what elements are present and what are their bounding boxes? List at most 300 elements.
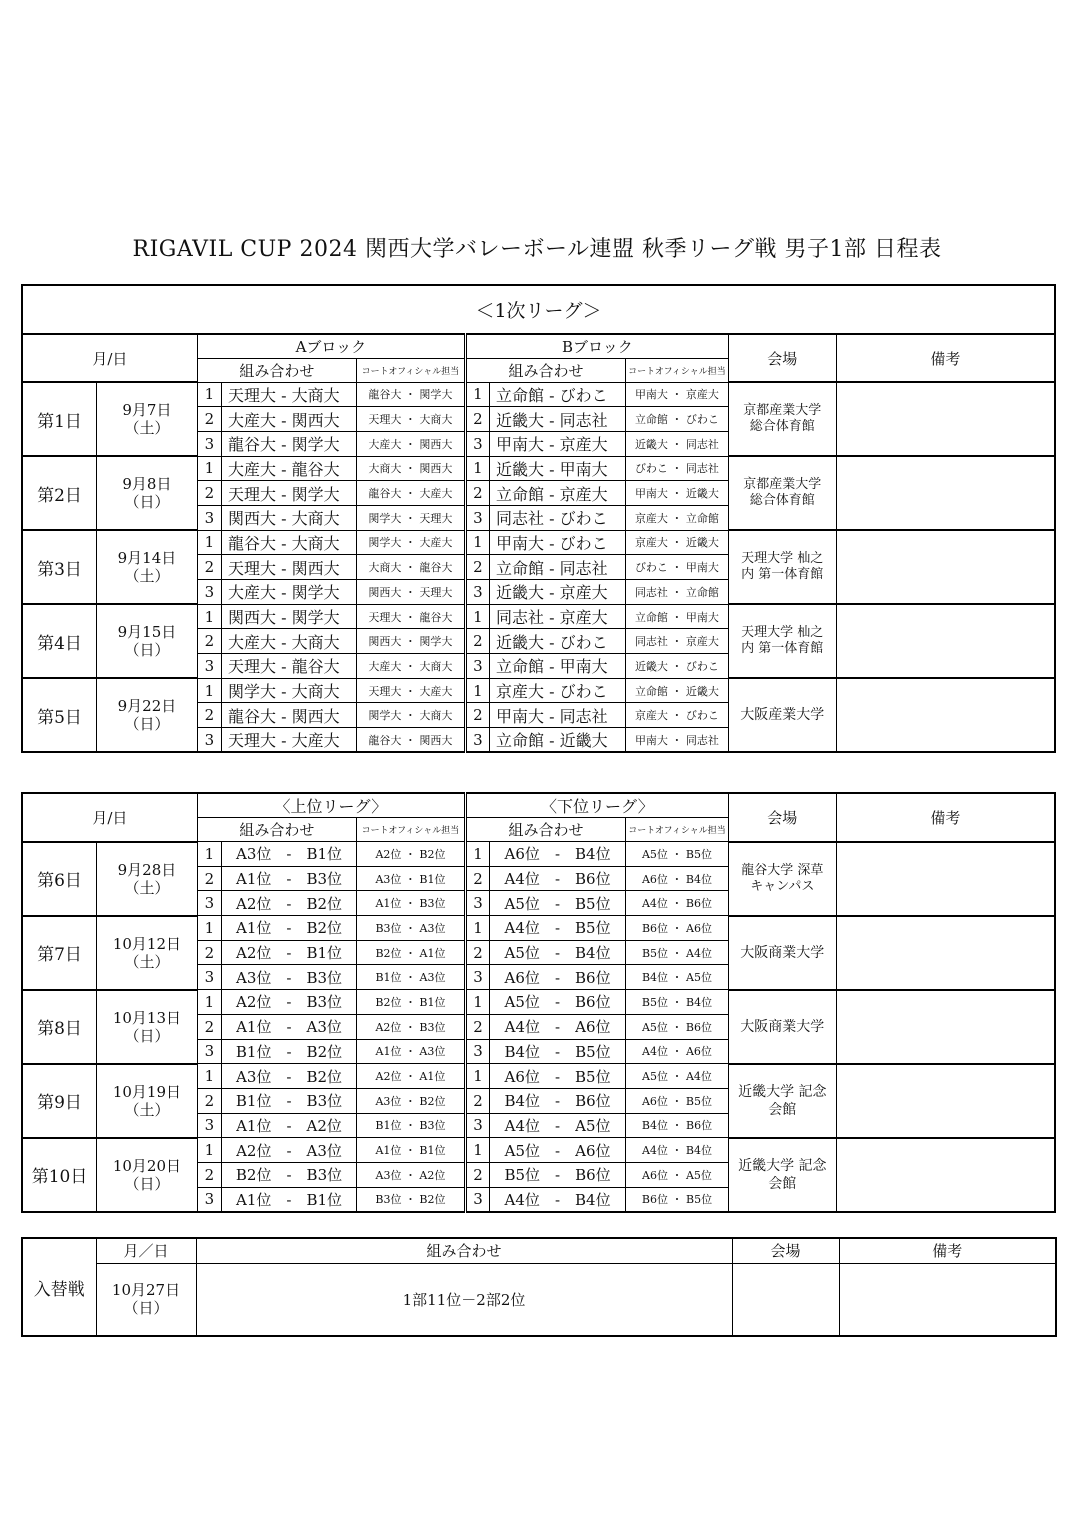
match-pairing bbox=[490, 940, 626, 965]
match-number: 1 bbox=[197, 1064, 221, 1089]
team-one: A5位 bbox=[504, 993, 540, 1012]
team-two: B6位 bbox=[575, 1092, 611, 1111]
court-official: 大商大 ・ 関西大 bbox=[357, 456, 466, 481]
court-official: B4位 ・ A5位 bbox=[626, 965, 729, 990]
match-pairing bbox=[222, 1113, 357, 1138]
team-two: B2位 bbox=[306, 894, 343, 913]
team-two: B3位 bbox=[306, 993, 343, 1012]
match-number: 2 bbox=[197, 703, 221, 728]
match-number: 3 bbox=[197, 580, 221, 605]
match-weekday: （土） bbox=[124, 567, 170, 586]
court-official: B1位 ・ A3位 bbox=[357, 965, 466, 990]
team-two: A3位 bbox=[306, 1141, 342, 1160]
team-two: B2位 bbox=[306, 1042, 343, 1061]
court-official: A3位 ・ B1位 bbox=[357, 866, 466, 891]
match-pairing: 京産大 - びわこ bbox=[490, 678, 626, 703]
team-two: B3位 bbox=[306, 1092, 343, 1111]
team-two: B1位 bbox=[306, 845, 343, 864]
versus-dash: - bbox=[271, 1190, 307, 1209]
court-official: 大産大 ・ 大商大 bbox=[357, 654, 466, 679]
match-pairing bbox=[222, 990, 357, 1015]
match-row bbox=[22, 1064, 1055, 1089]
team-one: B1位 bbox=[235, 1042, 272, 1061]
versus-dash: - bbox=[271, 1141, 307, 1160]
court-official: B1位 ・ B3位 bbox=[357, 1113, 466, 1138]
venue-header: 会場 bbox=[728, 793, 836, 842]
versus-dash: - bbox=[540, 1042, 576, 1061]
team-one: B5位 bbox=[504, 1166, 541, 1185]
match-number: 1 bbox=[197, 456, 221, 481]
replacement-venue-header: 会場 bbox=[732, 1238, 839, 1263]
court-official: A4位 ・ A6位 bbox=[626, 1039, 729, 1064]
match-weekday: （日） bbox=[124, 493, 170, 512]
team-one: A1位 bbox=[236, 1018, 272, 1037]
team-two: B4位 bbox=[575, 944, 611, 963]
court-official: 関西大 ・ 関学大 bbox=[357, 629, 466, 654]
replacement-notes-header: 備考 bbox=[839, 1238, 1056, 1263]
date-cell bbox=[97, 990, 198, 1064]
match-pairing: 天理大 - 大産大 bbox=[222, 728, 357, 753]
versus-dash: - bbox=[539, 919, 576, 938]
match-date: 9月15日 bbox=[117, 623, 177, 642]
date-cell bbox=[97, 530, 198, 604]
versus-dash: - bbox=[271, 919, 307, 938]
venue-cell: 天理大学 杣之内 第一体育館 bbox=[728, 604, 836, 678]
match-weekday: （土） bbox=[124, 952, 170, 971]
match-number: 1 bbox=[197, 604, 221, 629]
versus-dash: - bbox=[540, 1018, 576, 1037]
team-two: B1位 bbox=[306, 1190, 343, 1209]
match-number: 1 bbox=[465, 842, 489, 867]
team-two: B2位 bbox=[306, 919, 343, 938]
match-pairing: 甲南大 - びわこ bbox=[490, 530, 626, 555]
team-one: A6位 bbox=[504, 845, 540, 864]
match-number: 3 bbox=[197, 431, 221, 456]
date-cell bbox=[97, 678, 198, 752]
date-cell bbox=[97, 1064, 198, 1138]
match-number: 1 bbox=[465, 990, 489, 1015]
matchup-header: 組み合わせ bbox=[465, 358, 625, 382]
versus-dash: - bbox=[271, 993, 307, 1012]
match-pairing bbox=[222, 1162, 357, 1187]
court-official: A2位 ・ A1位 bbox=[357, 1064, 466, 1089]
team-one: B1位 bbox=[235, 1092, 272, 1111]
versus-dash: - bbox=[271, 1166, 307, 1185]
match-number: 1 bbox=[197, 382, 221, 407]
court-official: 大商大 ・ 龍谷大 bbox=[357, 555, 466, 580]
match-pairing bbox=[222, 1138, 357, 1163]
block-a-header: Aブロック bbox=[197, 334, 465, 358]
match-number: 1 bbox=[197, 842, 221, 867]
court-official: 大産大 ・ 関西大 bbox=[357, 431, 466, 456]
team-one: A1位 bbox=[236, 1116, 272, 1135]
match-weekday: （土） bbox=[124, 878, 170, 897]
match-number: 3 bbox=[197, 654, 221, 679]
page-title: RIGAVIL CUP 2024 関西大学バレーボール連盟 秋季リーグ戦 男子1部 日程表 bbox=[132, 237, 942, 262]
match-pairing: 関西大 - 関学大 bbox=[222, 604, 357, 629]
lower-league-header: 〈下位リーグ〉 bbox=[465, 793, 728, 818]
team-two: B1位 bbox=[306, 944, 343, 963]
replacement-venue bbox=[732, 1263, 839, 1336]
match-pairing: 同志社 - びわこ bbox=[490, 505, 626, 530]
court-official: びわこ ・ 甲南大 bbox=[626, 555, 729, 580]
match-pairing bbox=[222, 916, 357, 941]
match-pairing: 龍谷大 - 大商大 bbox=[222, 530, 357, 555]
block-b-header: Bブロック bbox=[465, 334, 728, 358]
team-one: A6位 bbox=[504, 1067, 540, 1086]
court-official: A1位 ・ B3位 bbox=[357, 891, 466, 916]
versus-dash: - bbox=[540, 1141, 576, 1160]
team-one: A4位 bbox=[504, 919, 540, 938]
court-official: 天理大 ・ 龍谷大 bbox=[357, 604, 466, 629]
team-two: B4位 bbox=[575, 845, 611, 864]
notes-cell bbox=[836, 678, 1055, 752]
match-pairing: 立命館 - 京産大 bbox=[490, 481, 626, 506]
team-one: A5位 bbox=[504, 944, 540, 963]
match-number: 2 bbox=[465, 407, 489, 432]
team-one: A2位 bbox=[236, 1141, 272, 1160]
match-row bbox=[22, 530, 1055, 555]
match-date: 9月14日 bbox=[117, 549, 177, 568]
match-number: 3 bbox=[197, 1113, 221, 1138]
match-pairing: 近畿大 - びわこ bbox=[490, 629, 626, 654]
date-cell bbox=[97, 604, 198, 678]
match-number: 2 bbox=[465, 1162, 489, 1187]
team-one: A1位 bbox=[235, 870, 272, 889]
team-two: B3位 bbox=[306, 968, 343, 987]
match-number: 1 bbox=[465, 456, 489, 481]
upper-league-header: 〈上位リーグ〉 bbox=[197, 793, 465, 818]
match-weekday: （土） bbox=[124, 419, 170, 438]
match-weekday: （日） bbox=[124, 1174, 170, 1193]
match-row bbox=[22, 382, 1055, 407]
versus-dash: - bbox=[540, 1166, 576, 1185]
team-two: B5位 bbox=[575, 894, 611, 913]
match-number: 2 bbox=[465, 481, 489, 506]
match-pairing: 大産大 - 龍谷大 bbox=[222, 456, 357, 481]
court-official: A4位 ・ B4位 bbox=[626, 1138, 729, 1163]
matchup-header: 組み合わせ bbox=[197, 358, 356, 382]
match-pairing: 近畿大 - 京産大 bbox=[490, 580, 626, 605]
matchup-header: 組み合わせ bbox=[465, 818, 625, 842]
venue-cell: 大阪商業大学 bbox=[728, 990, 836, 1064]
court-official-header: コートオフィシャル担当 bbox=[626, 358, 729, 382]
team-one: A4位 bbox=[504, 1190, 540, 1209]
match-pairing: 天理大 - 龍谷大 bbox=[222, 654, 357, 679]
notes-cell bbox=[836, 456, 1055, 530]
match-number: 3 bbox=[197, 505, 221, 530]
versus-dash: - bbox=[539, 1190, 576, 1209]
notes-cell bbox=[836, 842, 1055, 916]
match-date: 10月13日 bbox=[112, 1008, 182, 1027]
court-official: 関西大 ・ 天理大 bbox=[357, 580, 466, 605]
team-one: A2位 bbox=[235, 894, 272, 913]
match-row bbox=[22, 604, 1055, 629]
match-number: 1 bbox=[465, 1064, 489, 1089]
match-number: 2 bbox=[197, 555, 221, 580]
match-date: 10月19日 bbox=[112, 1082, 182, 1101]
court-official: B2位 ・ A1位 bbox=[357, 940, 466, 965]
team-one: A4位 bbox=[504, 1018, 541, 1037]
match-pairing bbox=[222, 965, 357, 990]
match-pairing: 大産大 - 関学大 bbox=[222, 580, 357, 605]
court-official: A2位 ・ B3位 bbox=[357, 1014, 466, 1039]
match-number: 2 bbox=[465, 703, 489, 728]
match-number: 1 bbox=[465, 530, 489, 555]
court-official: 天理大 ・ 大商大 bbox=[357, 407, 466, 432]
team-two: B6位 bbox=[575, 968, 611, 987]
court-official: A3位 ・ B2位 bbox=[357, 1088, 466, 1113]
court-official: 関学大 ・ 大産大 bbox=[357, 530, 466, 555]
date-cell bbox=[97, 456, 198, 530]
court-official: A1位 ・ A3位 bbox=[357, 1039, 466, 1064]
match-number: 3 bbox=[197, 1187, 221, 1212]
versus-dash: - bbox=[539, 993, 576, 1012]
match-date: 9月28日 bbox=[117, 860, 177, 879]
team-one: B4位 bbox=[504, 1042, 541, 1061]
team-one: A1位 bbox=[235, 919, 272, 938]
match-number: 2 bbox=[197, 1162, 221, 1187]
team-one: A3位 bbox=[235, 845, 272, 864]
court-official: B2位 ・ B1位 bbox=[357, 990, 466, 1015]
notes-cell bbox=[836, 916, 1055, 990]
court-official: B3位 ・ B2位 bbox=[357, 1187, 466, 1212]
team-two: A6位 bbox=[575, 1018, 611, 1037]
match-number: 1 bbox=[197, 1138, 221, 1163]
court-official: 龍谷大 ・ 関学大 bbox=[357, 382, 466, 407]
match-pairing: 龍谷大 - 関西大 bbox=[222, 703, 357, 728]
team-two: B5位 bbox=[575, 919, 611, 938]
versus-dash: - bbox=[271, 1067, 307, 1086]
date-cell bbox=[97, 382, 198, 456]
match-number: 2 bbox=[465, 866, 489, 891]
date-header: 月/日 bbox=[22, 334, 197, 382]
match-number: 1 bbox=[197, 990, 221, 1015]
court-official: A4位 ・ B6位 bbox=[626, 891, 729, 916]
team-one: A5位 bbox=[504, 1141, 541, 1160]
match-pairing bbox=[222, 1187, 357, 1212]
match-number: 3 bbox=[465, 1039, 489, 1064]
court-official: A5位 ・ A4位 bbox=[626, 1064, 729, 1089]
court-official: 近畿大 ・ びわこ bbox=[626, 654, 729, 679]
match-pairing: 天理大 - 関西大 bbox=[222, 555, 357, 580]
match-pairing: 立命館 - 甲南大 bbox=[490, 654, 626, 679]
day-label: 第10日 bbox=[22, 1138, 97, 1212]
team-one: A4位 bbox=[504, 1116, 541, 1135]
court-official: 同志社 ・ 京産大 bbox=[626, 629, 729, 654]
court-official: 立命館 ・ びわこ bbox=[626, 407, 729, 432]
court-official: A6位 ・ B4位 bbox=[626, 866, 729, 891]
court-official: 関学大 ・ 大商大 bbox=[357, 703, 466, 728]
versus-dash: - bbox=[271, 1042, 307, 1061]
court-official: A3位 ・ A2位 bbox=[357, 1162, 466, 1187]
match-pairing bbox=[490, 1187, 626, 1212]
match-pairing: 龍谷大 - 関学大 bbox=[222, 431, 357, 456]
match-number: 3 bbox=[465, 580, 489, 605]
day-label: 第9日 bbox=[22, 1064, 97, 1138]
match-number: 2 bbox=[197, 940, 221, 965]
court-official: A5位 ・ B5位 bbox=[626, 842, 729, 867]
court-official: 甲南大 ・ 京産大 bbox=[626, 382, 729, 407]
match-pairing bbox=[490, 866, 626, 891]
team-two: A3位 bbox=[306, 1018, 342, 1037]
court-official-header: コートオフィシャル担当 bbox=[626, 818, 729, 842]
match-pairing: 近畿大 - 甲南大 bbox=[490, 456, 626, 481]
team-two: B3位 bbox=[306, 870, 343, 889]
court-official: 龍谷大 ・ 関西大 bbox=[357, 728, 466, 753]
match-number: 3 bbox=[197, 728, 221, 753]
team-two: B4位 bbox=[575, 1190, 611, 1209]
match-number: 1 bbox=[197, 678, 221, 703]
team-one: A3位 bbox=[235, 968, 272, 987]
versus-dash: - bbox=[271, 845, 307, 864]
match-date: 9月7日 bbox=[122, 401, 172, 420]
court-official: 龍谷大 ・ 大産大 bbox=[357, 481, 466, 506]
match-number: 2 bbox=[465, 940, 489, 965]
court-official: びわこ ・ 同志社 bbox=[626, 456, 729, 481]
team-two: B6位 bbox=[575, 993, 611, 1012]
match-pairing: 甲南大 - 京産大 bbox=[490, 431, 626, 456]
team-two: B5位 bbox=[575, 1067, 611, 1086]
match-pairing bbox=[222, 940, 357, 965]
versus-dash: - bbox=[539, 968, 576, 987]
team-one: A2位 bbox=[235, 944, 272, 963]
court-official: B6位 ・ B5位 bbox=[626, 1187, 729, 1212]
match-pairing bbox=[222, 1014, 357, 1039]
court-official: B5位 ・ A4位 bbox=[626, 940, 729, 965]
match-number: 2 bbox=[197, 481, 221, 506]
match-date: 9月8日 bbox=[122, 475, 172, 494]
court-official: 天理大 ・ 大産大 bbox=[357, 678, 466, 703]
venue-cell: 近畿大学 記念会館 bbox=[728, 1138, 836, 1212]
match-pairing bbox=[490, 842, 626, 867]
match-number: 3 bbox=[465, 1113, 489, 1138]
match-row bbox=[22, 916, 1055, 941]
match-pairing bbox=[490, 1138, 626, 1163]
match-pairing: 大産大 - 関西大 bbox=[222, 407, 357, 432]
match-pairing bbox=[222, 891, 357, 916]
match-date: 9月22日 bbox=[117, 697, 177, 716]
match-row bbox=[22, 990, 1055, 1015]
versus-dash: - bbox=[271, 944, 307, 963]
venue-cell: 大阪商業大学 bbox=[728, 916, 836, 990]
match-number: 3 bbox=[465, 965, 489, 990]
team-two: A2位 bbox=[306, 1116, 342, 1135]
versus-dash: - bbox=[271, 870, 307, 889]
team-two: B6位 bbox=[575, 1166, 611, 1185]
versus-dash: - bbox=[540, 1092, 576, 1111]
replacement-matchup: 1部11位－2部2位 bbox=[196, 1263, 732, 1336]
venue-cell: 龍谷大学 深草キャンパス bbox=[728, 842, 836, 916]
match-number: 3 bbox=[465, 1187, 489, 1212]
venue-cell: 天理大学 杣之内 第一体育館 bbox=[728, 530, 836, 604]
court-official: 立命館 ・ 甲南大 bbox=[626, 604, 729, 629]
court-official: A2位 ・ B2位 bbox=[357, 842, 466, 867]
versus-dash: - bbox=[539, 944, 576, 963]
match-number: 1 bbox=[465, 678, 489, 703]
court-official: B3位 ・ A3位 bbox=[357, 916, 466, 941]
match-number: 3 bbox=[465, 728, 489, 753]
match-number: 2 bbox=[197, 407, 221, 432]
venue-cell: 近畿大学 記念会館 bbox=[728, 1064, 836, 1138]
match-number: 1 bbox=[465, 382, 489, 407]
replacement-date: 10月27日 bbox=[111, 1281, 181, 1300]
first-league-title: ＜1次リーグ＞ bbox=[22, 285, 1055, 334]
match-number: 1 bbox=[465, 916, 489, 941]
team-two: B3位 bbox=[306, 1166, 343, 1185]
court-official: A1位 ・ B1位 bbox=[357, 1138, 466, 1163]
match-pairing bbox=[490, 1014, 626, 1039]
match-pairing bbox=[490, 990, 626, 1015]
notes-cell bbox=[836, 382, 1055, 456]
versus-dash: - bbox=[539, 845, 576, 864]
match-weekday: （土） bbox=[124, 1100, 170, 1119]
notes-cell bbox=[836, 990, 1055, 1064]
match-number: 3 bbox=[197, 891, 221, 916]
team-one: A1位 bbox=[235, 1190, 272, 1209]
day-label: 第3日 bbox=[22, 530, 97, 604]
replacement-date-cell bbox=[96, 1263, 196, 1336]
match-date: 10月20日 bbox=[112, 1156, 182, 1175]
match-number: 1 bbox=[465, 1138, 489, 1163]
match-pairing bbox=[222, 1064, 357, 1089]
match-row bbox=[22, 842, 1055, 867]
versus-dash: - bbox=[271, 1018, 307, 1037]
match-pairing bbox=[490, 1064, 626, 1089]
court-official: 京産大 ・ びわこ bbox=[626, 703, 729, 728]
team-one: B2位 bbox=[235, 1166, 272, 1185]
match-number: 3 bbox=[197, 965, 221, 990]
court-official-header: コートオフィシャル担当 bbox=[357, 818, 466, 842]
court-official: A6位 ・ B5位 bbox=[626, 1088, 729, 1113]
versus-dash: - bbox=[539, 894, 576, 913]
day-label: 第1日 bbox=[22, 382, 97, 456]
court-official: A5位 ・ B6位 bbox=[626, 1014, 729, 1039]
versus-dash: - bbox=[539, 870, 576, 889]
replacement-notes bbox=[839, 1263, 1056, 1336]
match-pairing: 立命館 - びわこ bbox=[490, 382, 626, 407]
match-number: 3 bbox=[197, 1039, 221, 1064]
team-two: A6位 bbox=[575, 1141, 611, 1160]
match-number: 3 bbox=[465, 431, 489, 456]
match-weekday: （日） bbox=[124, 641, 170, 660]
match-row bbox=[22, 678, 1055, 703]
match-row bbox=[22, 456, 1055, 481]
notes-cell bbox=[836, 530, 1055, 604]
court-official: 近畿大 ・ 同志社 bbox=[626, 431, 729, 456]
versus-dash: - bbox=[271, 968, 307, 987]
court-official: 京産大 ・ 立命館 bbox=[626, 505, 729, 530]
court-official: 立命館 ・ 近畿大 bbox=[626, 678, 729, 703]
replacement-date-header: 月／日 bbox=[96, 1238, 196, 1263]
notes-header: 備考 bbox=[836, 334, 1055, 382]
match-row bbox=[22, 1138, 1055, 1163]
date-cell bbox=[97, 916, 198, 990]
court-official: 甲南大 ・ 同志社 bbox=[626, 728, 729, 753]
replacement-table bbox=[21, 1237, 1057, 1337]
replacement-weekday: （日） bbox=[123, 1299, 169, 1318]
replacement-matchup-header: 組み合わせ bbox=[196, 1238, 732, 1263]
match-pairing bbox=[490, 1162, 626, 1187]
team-one: B4位 bbox=[504, 1092, 541, 1111]
team-two: A5位 bbox=[575, 1116, 611, 1135]
match-pairing bbox=[222, 866, 357, 891]
match-pairing: 甲南大 - 同志社 bbox=[490, 703, 626, 728]
match-number: 2 bbox=[465, 1088, 489, 1113]
date-cell bbox=[97, 1138, 198, 1212]
second-league-table bbox=[21, 792, 1056, 1213]
court-official: 同志社 ・ 立命館 bbox=[626, 580, 729, 605]
